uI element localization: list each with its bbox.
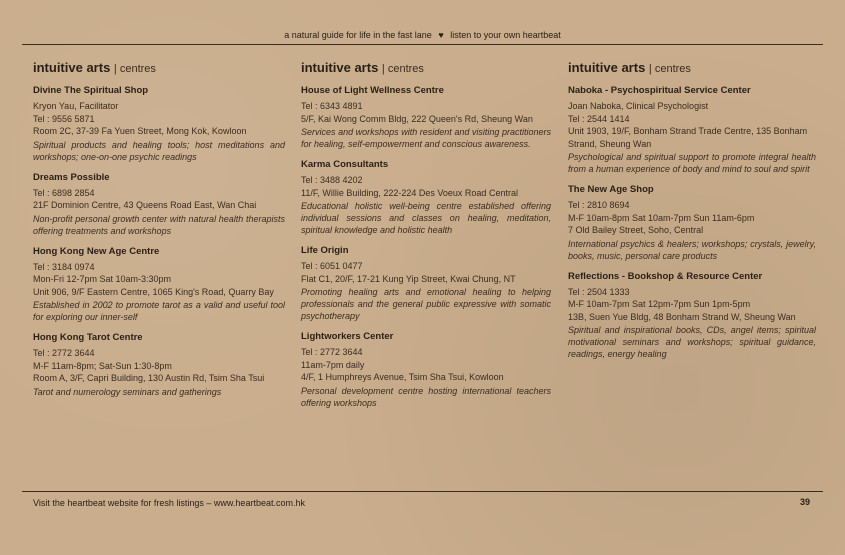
listing-name: Divine The Spiritual Shop xyxy=(33,85,149,96)
listing-phone: Tel : 6051 0477 xyxy=(301,261,363,271)
listing-name: Naboka - Psychospiritual Service Center xyxy=(568,85,751,96)
listing-hours: Mon-Fri 12-7pm Sat 10am-3:30pm xyxy=(33,274,172,284)
column-heading: intuitive arts | centres xyxy=(33,60,156,75)
listing-hours: M-F 11am-8pm; Sat-Sun 1:30-8pm xyxy=(33,360,172,371)
listing-description: Services and workshops with resident and visiting practitioners for healing, self-empowerment and conscious awareness. xyxy=(301,127,551,149)
listing-address: 21F Dominion Centre, 43 Queens Road East, Wan Chai xyxy=(33,200,257,210)
listing-phone: Tel : 2504 1333 xyxy=(568,286,630,297)
listing-phone: Tel : 2772 3644 xyxy=(33,348,95,358)
listing-entry xyxy=(301,159,551,236)
listing-address: 5/F, Kai Wong Comm Bldg, 222 Queen's Rd, Sheung Wan xyxy=(301,113,533,124)
column-heading: intuitive arts | centres xyxy=(568,60,691,75)
listing-phone: Tel : 2772 3644 xyxy=(301,347,363,357)
listing-description: Personal development centre hosting international teachers offering workshops xyxy=(301,385,551,408)
listing-address: 7 Old Bailey Street, Soho, Central xyxy=(568,225,704,235)
listing-phone: Tel : 6898 2854 xyxy=(33,187,95,198)
listing-entry xyxy=(33,332,285,398)
listing-entry xyxy=(568,271,816,361)
column-2 xyxy=(301,60,551,418)
listing-hours: 11am-7pm daily xyxy=(301,359,365,370)
listing-description: Promoting healing arts and emotional healing to helping professionals and the general public expressive with somatic psychotherapy xyxy=(301,287,551,321)
tagline-left: a natural guide for life in the fast lane xyxy=(284,30,432,40)
tagline xyxy=(0,30,845,40)
listing-entry xyxy=(301,245,551,322)
listing-phone: Tel : 9556 5871 xyxy=(33,113,95,124)
footer-text: Visit the heartbeat website for fresh listings – www.heartbeat.com.hk xyxy=(33,498,305,508)
listing-line: Joan Naboka, Clinical Psychologist xyxy=(568,101,709,111)
listing-entry xyxy=(301,85,551,150)
listing-name: The New Age Shop xyxy=(568,184,654,195)
listing-description: Established in 2002 to promote tarot as a valid and useful tool for exploring our inner-self xyxy=(33,300,285,322)
listing-entry xyxy=(33,246,285,324)
listing-entry xyxy=(568,85,816,175)
listing-line: Kryon Yau, Facilitator xyxy=(33,101,119,111)
page-number: 39 xyxy=(800,497,811,507)
column-1 xyxy=(33,60,285,407)
listing-address: 4/F, 1 Humphreys Avenue, Tsim Sha Tsui, Kowloon xyxy=(301,372,504,382)
column-3 xyxy=(568,60,816,369)
listing-description: Non-profit personal growth center with natural health therapists offering treatments and workshops xyxy=(33,213,285,236)
listing-hours: M-F 10am-8pm Sat 10am-7pm Sun 11am-6pm xyxy=(568,212,755,223)
listing-name: Karma Consultants xyxy=(301,159,389,170)
listing-address: 11/F, Willie Building, 222-224 Des Voeux Road Central xyxy=(301,187,518,198)
listing-entry xyxy=(568,184,816,262)
listing-name: Hong Kong New Age Centre xyxy=(33,245,160,257)
column-heading: intuitive arts | centres xyxy=(301,60,424,75)
listing-entry xyxy=(301,331,551,409)
listing-description: Educational holistic well-being centre established offering individual sessions and classes on healing, meditation, spiritual knowledge and holistic health xyxy=(301,201,551,235)
listing-description: International psychics & healers; workshops; crystals, jewelry, books, music, personal care products xyxy=(568,238,816,261)
listing-phone: Tel : 6343 4891 xyxy=(301,101,363,111)
listing-hours: M-F 10am-7pm Sat 12pm-7pm Sun 1pm-5pm xyxy=(568,299,751,309)
listing-address: Flat C1, 20/F, 17-21 Kung Yip Street, Kwai Chung, NT xyxy=(301,273,516,284)
listing-name: House of Light Wellness Centre xyxy=(301,85,444,96)
listing-description: Psychological and spiritual support to promote integral health from a human experience of body and mind to soul and spirit xyxy=(568,152,816,174)
listing-name: Life Origin xyxy=(301,245,349,256)
listing-description: Spiritual products and healing tools; host meditations and workshops; one-on-one psychic readings xyxy=(33,139,285,162)
listing-phone: Tel : 2810 8694 xyxy=(568,200,630,210)
listing-name: Lightworkers Center xyxy=(301,331,394,342)
listing-entry xyxy=(33,85,285,163)
listing-name: Reflections - Bookshop & Resource Center xyxy=(568,270,763,282)
listing-address: Unit 906, 9/F Eastern Centre, 1065 King's Road, Quarry Bay xyxy=(33,286,274,297)
listing-name: Dreams Possible xyxy=(33,171,110,183)
tagline-right: listen to your own heartbeat xyxy=(450,30,561,40)
listing-address: Room 2C, 37-39 Fa Yuen Street, Mong Kok, Kowloon xyxy=(33,126,247,136)
listing-phone: Tel : 2544 1414 xyxy=(568,113,630,124)
listing-address: Room A, 3/F, Capri Building, 130 Austin Rd, Tsim Sha Tsui xyxy=(33,373,265,383)
listing-phone: Tel : 3488 4202 xyxy=(301,175,363,185)
listing-description: Tarot and numerology seminars and gatherings xyxy=(33,386,222,397)
listing-name: Hong Kong Tarot Centre xyxy=(33,332,143,343)
top-divider xyxy=(22,44,823,45)
listing-address: 13B, Suen Yue Bldg, 48 Bonham Strand W, Sheung Wan xyxy=(568,311,796,322)
listing-phone: Tel : 3184 0974 xyxy=(33,261,95,272)
listing-address: Unit 1903, 19/F, Bonham Strand Trade Centre, 135 Bonham Strand, Sheung Wan xyxy=(568,126,808,149)
listing-entry xyxy=(33,172,285,237)
heart-icon: ♥ xyxy=(438,30,444,40)
listing-description: Spiritual and inspirational books, CDs, angel items; spiritual motivational seminars and workshops; spiritual guidance, readings, energy healing xyxy=(568,325,816,359)
bottom-divider xyxy=(22,491,823,492)
